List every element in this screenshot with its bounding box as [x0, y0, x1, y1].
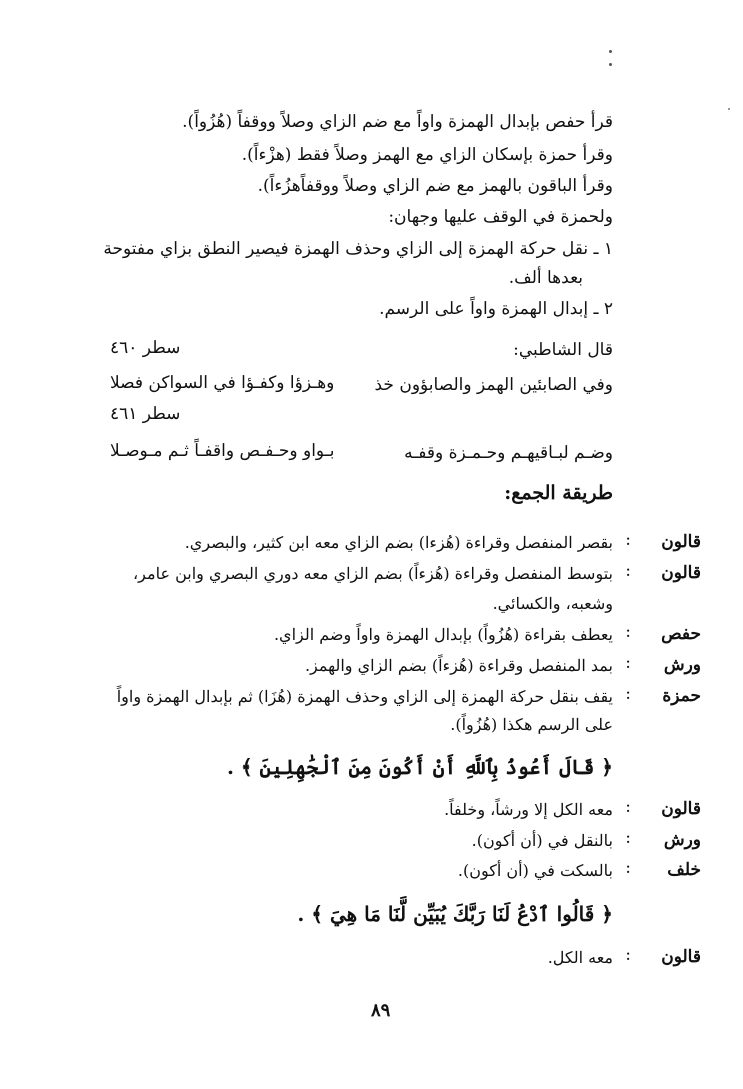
reader-name: قالون	[661, 532, 701, 552]
reading-description: بتوسط المنفصل وقراءة (هُزءاً) بضم الزاي معه دوري البصري وابن عامر،	[133, 564, 613, 583]
quran-verse: ﴿ قَالُوا ٱدْعُ لَنَا رَبَّكَ يُبَيِّن لَّنَا مَا هِيَ ﴾ .	[297, 902, 613, 926]
reading-description: بالسكت في (أن أكون).	[457, 861, 613, 880]
reader-name: ورش	[663, 830, 701, 850]
reading-description: معه الكل إلا ورشاً، وخلفاً.	[444, 800, 613, 819]
colon-separator: :	[625, 684, 631, 704]
reader-name: حفص	[661, 624, 701, 644]
poem-verse-2-second-half: بـواو وحـفـص واقفـاً ثـم مـوصـلا	[110, 441, 335, 461]
intro-item-2: ٢ ـ إبدال الهمزة واواً على الرسم.	[379, 299, 613, 319]
quran-verse: ﴿ قَالَ أَعُوذُ بِٱللَّهِ أَنْ أَكُونَ مِنَ ٱلْجَٰهِلِينَ ﴾ .	[226, 755, 613, 779]
colon-separator: :	[625, 858, 631, 878]
reading-description: يعطف بقراءة (هُزُواً) بإبدال الهمزة واواً وضم الزاي.	[273, 625, 613, 644]
reading-description: بالنقل في (أن أكون).	[471, 831, 613, 850]
intro-item-1-cont: بعدها ألف.	[508, 268, 583, 288]
reading-description: معه الكل.	[547, 948, 613, 967]
intro-item-1: ١ ـ نقل حركة الهمزة إلى الزاي وحذف الهمزة فيصير النطق بزاي مفتوحة	[103, 239, 613, 259]
intro-line-3: وقرأ الباقون بالهمز مع ضم الزاي وصلاً ووقفاًهزُءاً).	[257, 176, 613, 196]
reading-description: يقف بنقل حركة الهمزة إلى الزاي وحذف الهمزة (هُزَا) ثم بإبدال الهمزة واواً	[116, 687, 613, 706]
poem-verse-1-second-half: وهـزؤا وكفـؤا في السواكن فصلا	[110, 373, 335, 393]
colon-separator: :	[625, 653, 631, 673]
reading-description: بقصر المنفصل وقراءة (هُزءا) بضم الزاي معه ابن كثير، والبصري.	[184, 533, 613, 552]
colon-separator: :	[625, 945, 631, 965]
poem-verse-2-first-half: وضـم لبـاقيهـم وحـمـزة وقفـه	[404, 443, 613, 463]
colon-separator: :	[625, 828, 631, 848]
shatibi-label: قال الشاطبي:	[513, 340, 613, 360]
line-reference-460: سطر ٤٦٠	[110, 338, 181, 358]
reader-name: قالون	[661, 799, 701, 819]
reader-name: قالون	[661, 563, 701, 583]
colon-separator: :	[625, 561, 631, 581]
poem-verse-1-first-half: وفي الصابئين الهمز والصابؤون خذ	[374, 375, 613, 395]
reader-name: قالون	[661, 947, 701, 967]
colon-separator: :	[625, 622, 631, 642]
intro-line-4: ولحمزة في الوقف عليها وجهان:	[388, 207, 613, 227]
colon-separator: :	[625, 530, 631, 550]
reader-name: خلف	[667, 860, 701, 880]
reader-name: ورش	[663, 655, 701, 675]
reader-name: حمزة	[662, 686, 701, 706]
reading-description-cont: على الرسم هكذا (هُزُواً).	[450, 715, 613, 734]
intro-line-1: قرأ حفص بإبدال الهمزة واواً مع ضم الزاي وصلاً ووقفاً (هُزُواً).	[182, 112, 613, 132]
scan-speck	[609, 63, 612, 66]
intro-line-2: وقرأ حمزة بإسكان الزاي مع الهمز وصلاً فقط (هزْءاً).	[241, 145, 613, 165]
reading-description-cont: وشعبه، والكسائي.	[492, 594, 613, 613]
scan-speck	[728, 108, 730, 110]
reading-description: بمد المنفصل وقراءة (هُزءاً) بضم الزاي والهمز.	[304, 656, 613, 675]
scan-speck	[609, 50, 612, 53]
section-title: طريقة الجمع:	[504, 482, 613, 504]
page-number: ٨٩	[371, 1000, 391, 1021]
line-reference-461: سطر ٤٦١	[110, 404, 181, 424]
colon-separator: :	[625, 797, 631, 817]
